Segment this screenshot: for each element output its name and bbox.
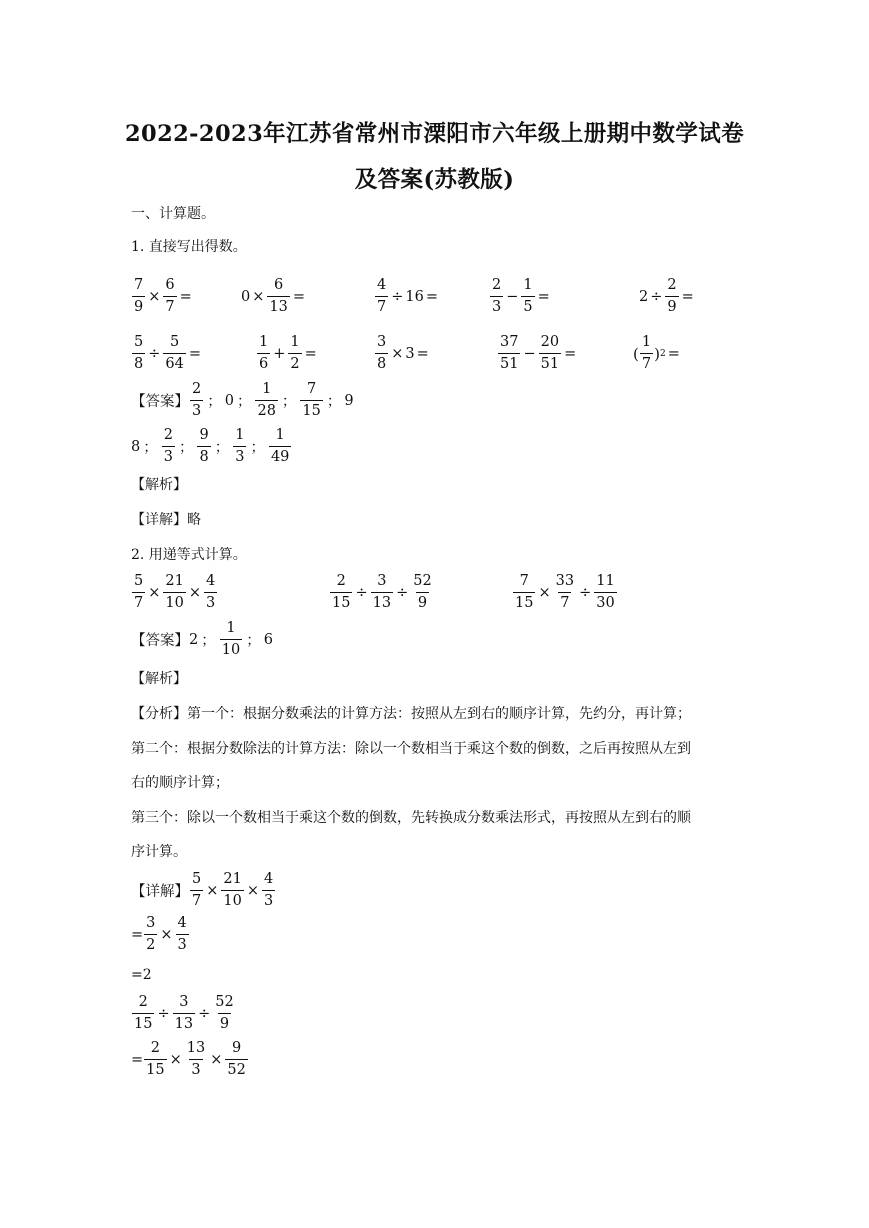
fraction: $\frac{5}{8}$	[134, 334, 144, 372]
fraction: $\frac{5}{7}$	[134, 573, 144, 611]
q1-answers-row1: 【答案】 $\frac{2}{3}$ ； 0 ； $\frac{1}{28}$ ； $\frac{7}{15}$ ； 9	[131, 381, 354, 419]
fraction: $\frac{2}{3}$	[192, 381, 202, 419]
q2-answers: 【答案】 2 ； $\frac{1}{10}$ ； 6	[131, 620, 273, 658]
q2-detail-line2: = $\frac{3}{2}$ × $\frac{4}{3}$	[131, 915, 187, 953]
q2-detail-line3: =2	[131, 967, 152, 983]
problem-6: $\frac{5}{8}$ ÷ $\frac{5}{64}$ =	[134, 334, 201, 372]
q1-answers-row2: 8 ； $\frac{2}{3}$ ； $\frac{9}{8}$ ； $\frac{1}{3}$ ； $\frac{1}{49}$	[131, 427, 290, 465]
expression-1: $\frac{5}{7}$ × $\frac{21}{10}$ × $\frac{4}{3}$	[134, 573, 216, 611]
answer-label: 【答案】	[131, 633, 189, 649]
problem-4: $\frac{2}{3}$ − $\frac{1}{5}$ =	[492, 277, 550, 315]
fraction: $\frac{2}{15}$	[146, 1040, 165, 1078]
expression-3: $\frac{7}{15}$ × $\frac{33}{7}$ ÷ $\frac{11}{30}$	[515, 573, 615, 611]
q1-analysis-label: 【解析】	[131, 477, 187, 493]
q2-fenxi-line5: 序计算。	[131, 844, 187, 860]
fraction: $\frac{1}{2}$	[290, 334, 300, 372]
fraction: $\frac{1}{7}$	[641, 334, 652, 372]
fraction: $\frac{21}{10}$	[165, 573, 184, 611]
q1-detail: 【详解】略	[131, 512, 201, 528]
fraction: $\frac{5}{7}$	[192, 871, 202, 909]
q2-detail-line4: $\frac{2}{15}$ ÷ $\frac{3}{13}$ ÷ $\frac{52}{9}$	[134, 994, 234, 1032]
problem-9: $\frac{37}{51}$ − $\frac{20}{51}$ =	[500, 334, 577, 372]
fraction: $\frac{3}{8}$	[377, 334, 387, 372]
q2-detail-line5: = $\frac{2}{15}$ × $\frac{13}{3}$ × $\frac{9}{52}$	[131, 1040, 246, 1078]
answer-label: 【答案】	[131, 394, 189, 410]
fraction: $\frac{4}{7}$	[377, 277, 387, 315]
fraction: $\frac{3}{13}$	[174, 994, 194, 1032]
fraction: $\frac{1}{3}$	[235, 427, 245, 465]
page-title-line2: 及答案(苏教版)	[354, 167, 515, 193]
page-title-line1: 2022-2023年江苏省常州市溧阳市六年级上册期中数学试卷	[124, 121, 745, 147]
question-2-heading: 2. 用递等式计算。	[131, 547, 247, 563]
fraction: $\frac{20}{51}$	[540, 334, 560, 372]
fraction: $\frac{9}{52}$	[227, 1040, 246, 1078]
problem-3: $\frac{4}{7}$ ÷ 16 =	[377, 277, 438, 315]
question-1-heading: 1. 直接写出得数。	[131, 239, 247, 255]
fraction: $\frac{2}{3}$	[492, 277, 502, 315]
q2-detail-line1: 【详解】 $\frac{5}{7}$ × $\frac{21}{10}$ × $\frac{4}{3}$	[131, 871, 274, 909]
fraction: $\frac{4}{3}$	[264, 871, 274, 909]
fraction: $\frac{6}{7}$	[165, 277, 175, 315]
fraction: $\frac{7}{15}$	[302, 381, 321, 419]
fraction: $\frac{7}{9}$	[134, 277, 144, 315]
fraction: $\frac{1}{28}$	[257, 381, 276, 419]
fraction: $\frac{9}{8}$	[199, 427, 209, 465]
fraction: $\frac{7}{15}$	[515, 573, 534, 611]
expression-2: $\frac{2}{15}$ ÷ $\frac{3}{13}$ ÷ $\frac{52}{9}$	[332, 573, 432, 611]
fraction: $\frac{2}{3}$	[163, 427, 173, 465]
fraction: $\frac{52}{9}$	[413, 573, 432, 611]
fraction: $\frac{1}{10}$	[221, 620, 241, 658]
fraction: $\frac{6}{13}$	[269, 277, 288, 315]
fraction: $\frac{21}{10}$	[223, 871, 242, 909]
problem-10: ( $\frac{1}{7}$ ) 2 =	[633, 334, 680, 372]
fraction: $\frac{13}{3}$	[186, 1040, 206, 1078]
fraction: $\frac{5}{64}$	[165, 334, 184, 372]
q2-fenxi-line3: 右的顺序计算；	[131, 775, 229, 791]
fraction: $\frac{33}{7}$	[555, 573, 575, 611]
detail-label: 【详解】	[131, 884, 189, 900]
fraction: $\frac{2}{15}$	[332, 573, 351, 611]
fraction: $\frac{2}{9}$	[667, 277, 677, 315]
fraction: $\frac{11}{30}$	[596, 573, 615, 611]
q2-fenxi-line1: 【分析】第一个：根据分数乘法的计算方法：按照从左到右的顺序计算，先约分，再计算；	[131, 706, 691, 722]
problem-7: $\frac{1}{6}$ + $\frac{1}{2}$ =	[259, 334, 317, 372]
fraction: $\frac{4}{3}$	[177, 915, 187, 953]
problem-1: $\frac{7}{9}$ × $\frac{6}{7}$ =	[134, 277, 192, 315]
q2-analysis-label: 【解析】	[131, 671, 187, 687]
fraction: $\frac{52}{9}$	[215, 994, 234, 1032]
fraction: $\frac{4}{3}$	[206, 573, 216, 611]
problem-8: $\frac{3}{8}$ × 3 =	[377, 334, 429, 372]
fraction: $\frac{1}{6}$	[259, 334, 269, 372]
fraction: $\frac{2}{15}$	[134, 994, 153, 1032]
fraction: $\frac{37}{51}$	[500, 334, 519, 372]
q2-fenxi-line2: 第二个：根据分数除法的计算方法：除以一个数相当于乘这个数的倒数，之后再按照从左到	[131, 741, 691, 757]
q2-fenxi-line4: 第三个：除以一个数相当于乘这个数的倒数，先转换成分数乘法形式，再按照从左到右的顺	[131, 810, 691, 826]
problem-2: 0 × $\frac{6}{13}$ =	[241, 277, 305, 315]
fraction: $\frac{1}{49}$	[270, 427, 290, 465]
problem-5: 2 ÷ $\frac{2}{9}$ =	[639, 277, 694, 315]
fraction: $\frac{1}{5}$	[523, 277, 533, 315]
fraction: $\frac{3}{13}$	[372, 573, 392, 611]
fraction: $\frac{3}{2}$	[146, 915, 156, 953]
section-heading: 一、计算题。	[131, 206, 215, 222]
